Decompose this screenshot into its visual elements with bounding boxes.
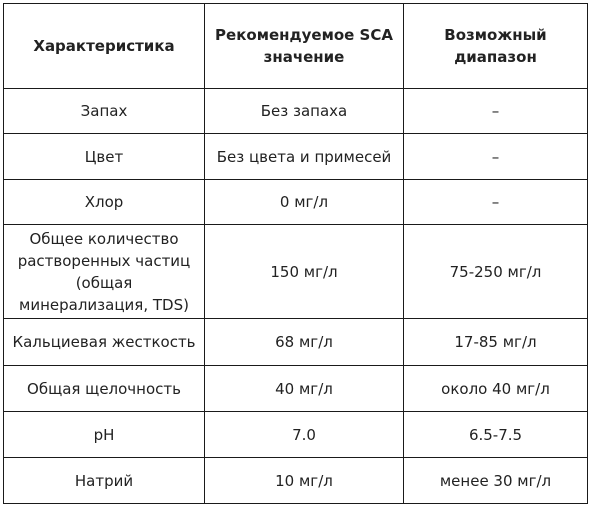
table-row [4, 319, 588, 366]
cell-recommended: 40 мг/л [205, 366, 404, 412]
cell-characteristic: Натрий [4, 458, 205, 504]
cell-range: – [404, 134, 588, 180]
cell-characteristic: Общее количество растворенных частиц (общая минерализация, TDS) [4, 225, 205, 319]
header-possible-range: Возможный диапазон [404, 4, 588, 89]
cell-range: менее 30 мг/л [404, 458, 588, 504]
cell-recommended: 7.0 [205, 412, 404, 458]
water-standards-table-container [3, 3, 588, 504]
header-characteristic: Характеристика [4, 4, 205, 89]
cell-range: 17-85 мг/л [404, 319, 588, 366]
table-row [4, 412, 588, 458]
table-header-row [4, 4, 588, 89]
cell-recommended: Без цвета и примесей [205, 134, 404, 180]
cell-characteristic: Общая щелочность [4, 366, 205, 412]
cell-recommended: Без запаха [205, 89, 404, 134]
cell-recommended: 68 мг/л [205, 319, 404, 366]
cell-range: – [404, 89, 588, 134]
cell-recommended: 0 мг/л [205, 180, 404, 225]
cell-characteristic: Запах [4, 89, 205, 134]
cell-range: – [404, 180, 588, 225]
cell-range: 75-250 мг/л [404, 225, 588, 319]
table-row [4, 458, 588, 504]
cell-characteristic: Цвет [4, 134, 205, 180]
water-standards-table [3, 3, 588, 504]
cell-characteristic: Кальциевая жесткость [4, 319, 205, 366]
cell-recommended: 150 мг/л [205, 225, 404, 319]
cell-range: 6.5-7.5 [404, 412, 588, 458]
table-row [4, 225, 588, 319]
header-recommended-value: Рекомендуемое SCA значение [205, 4, 404, 89]
cell-characteristic: pH [4, 412, 205, 458]
cell-range: около 40 мг/л [404, 366, 588, 412]
table-row [4, 89, 588, 134]
table-row [4, 366, 588, 412]
table-row [4, 180, 588, 225]
table-row [4, 134, 588, 180]
cell-characteristic: Хлор [4, 180, 205, 225]
cell-recommended: 10 мг/л [205, 458, 404, 504]
